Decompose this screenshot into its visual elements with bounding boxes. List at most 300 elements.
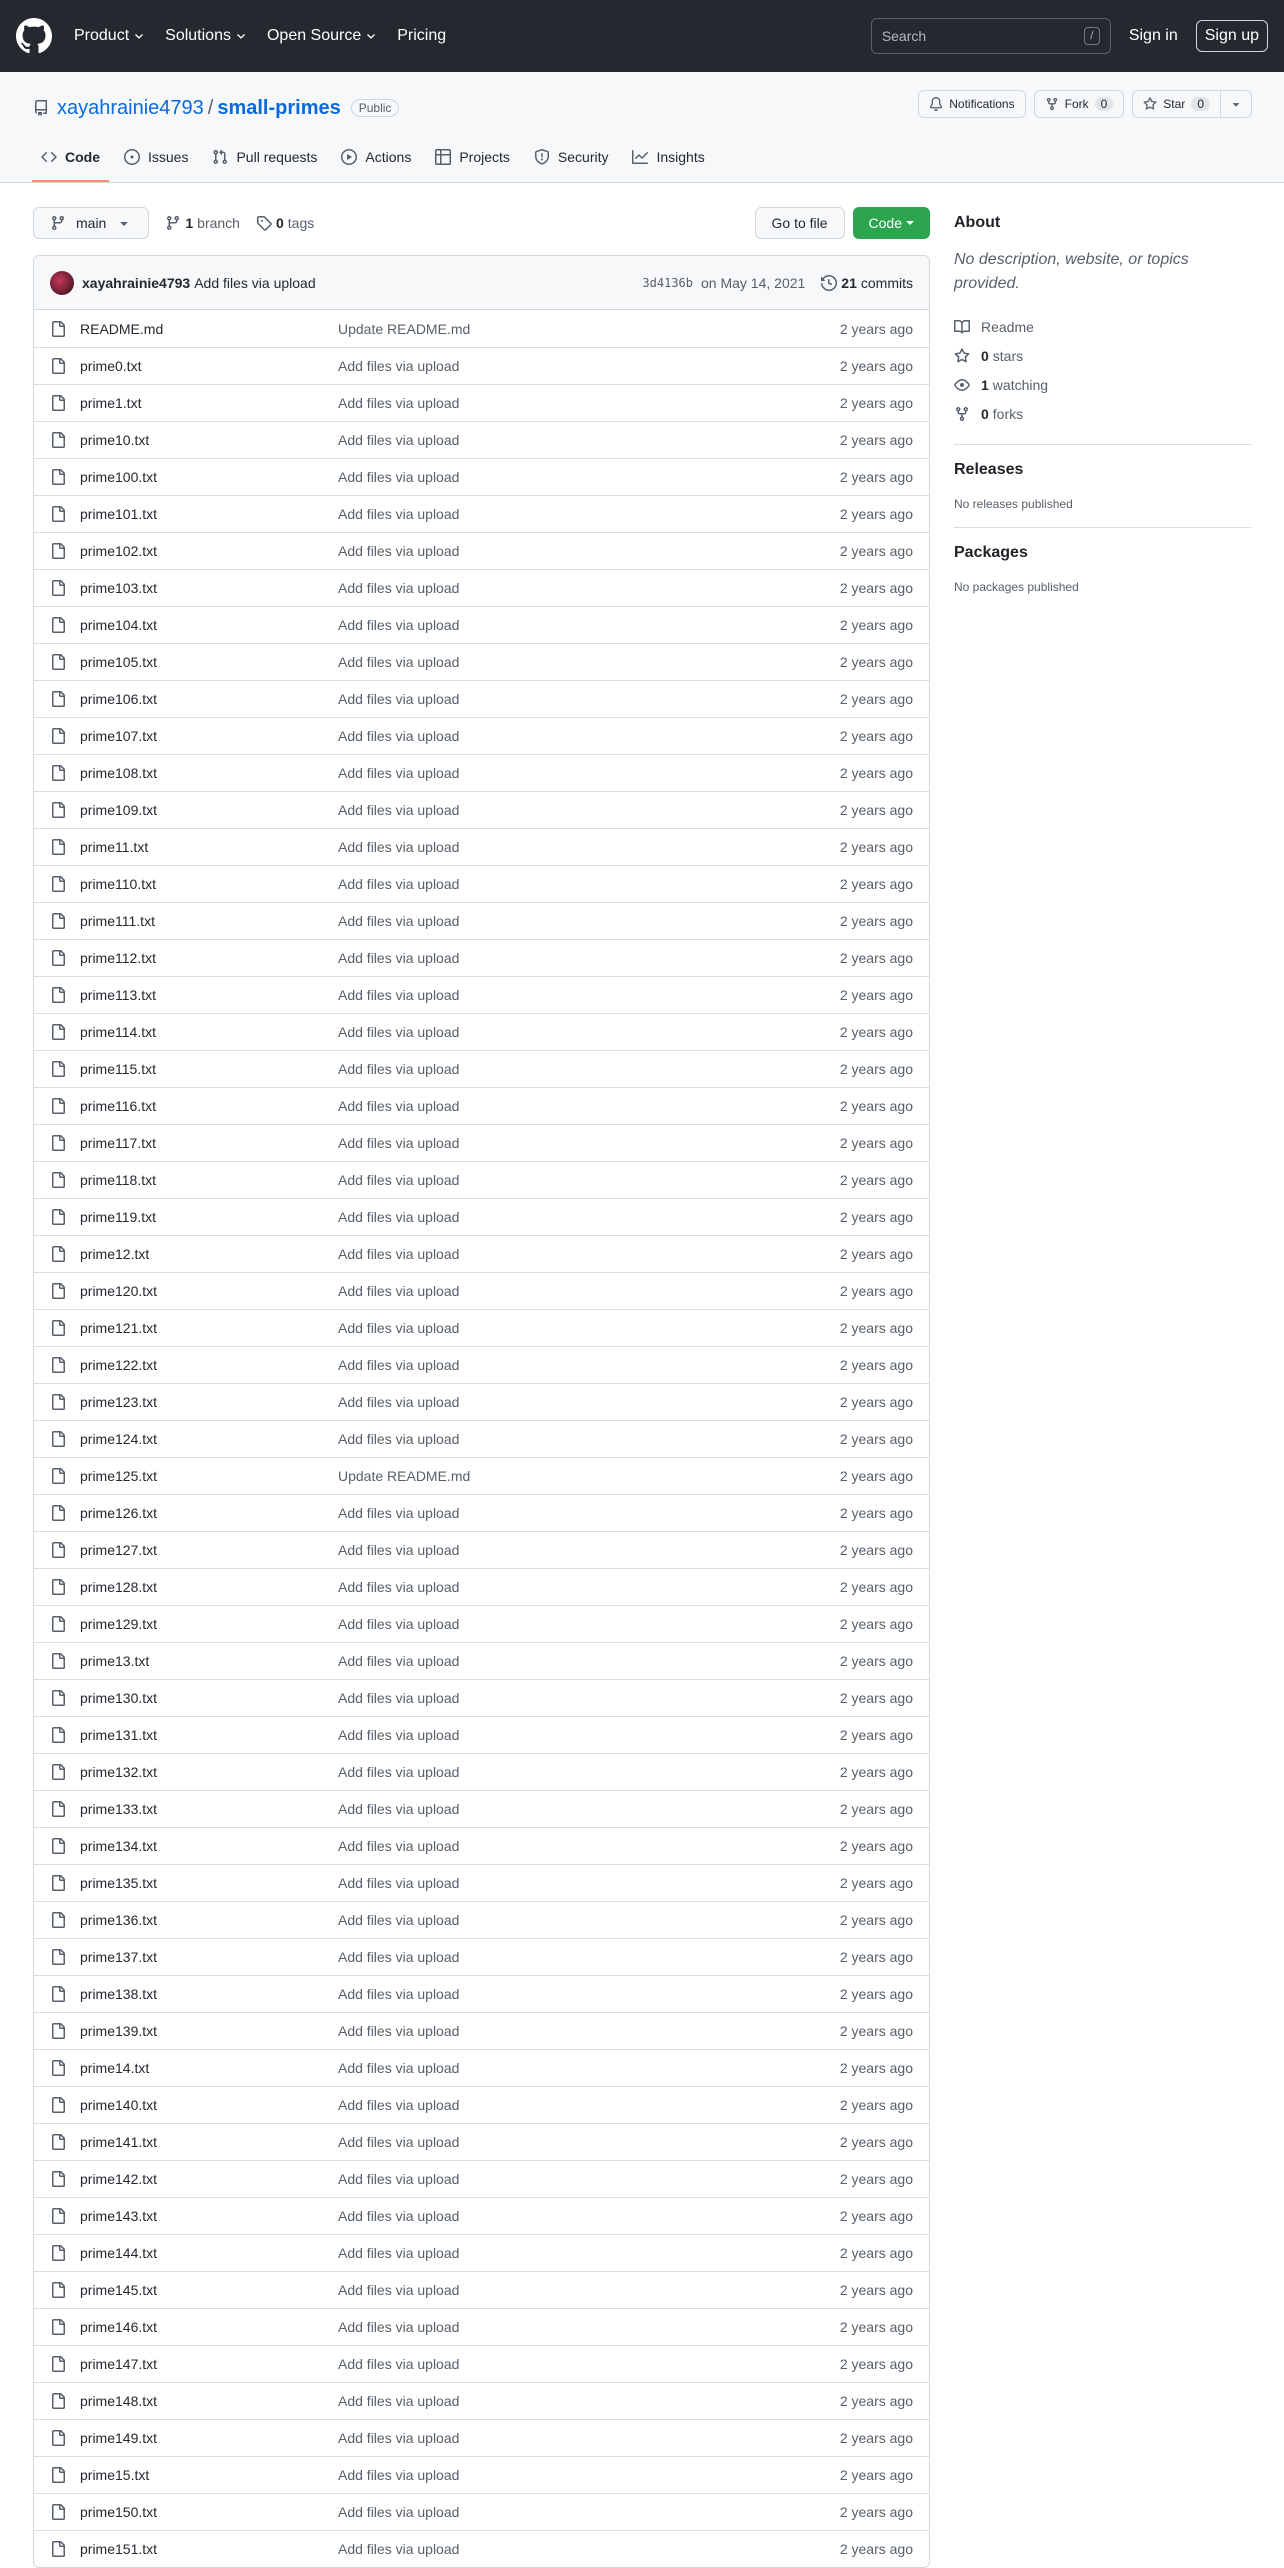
file-commit-message-link[interactable]: Add files via upload (338, 358, 460, 374)
file-name-link[interactable]: prime11.txt (80, 839, 149, 855)
table-row (34, 1050, 929, 1087)
file-commit-time: 2 years ago (839, 543, 913, 559)
file-icon (50, 2134, 66, 2150)
file-name-link[interactable]: prime10.txt (80, 432, 150, 448)
file-commit-message-link[interactable]: Add files via upload (338, 728, 460, 744)
packages-note: No packages published (954, 580, 1079, 594)
file-commit-message-link[interactable]: Add files via upload (338, 2319, 460, 2335)
files-column (33, 207, 930, 2568)
fork-button[interactable] (1034, 90, 1125, 118)
file-commit-time: 2 years ago (839, 1949, 913, 1965)
file-commit-time: 2 years ago (839, 2171, 913, 2187)
file-commit-message-link[interactable]: Add files via upload (338, 395, 460, 411)
file-commit-message-link[interactable]: Add files via upload (338, 2467, 460, 2483)
file-commit-message-link[interactable]: Add files via upload (338, 1320, 460, 1336)
file-name-link[interactable]: prime104.txt (80, 617, 158, 633)
file-name-link[interactable]: prime117.txt (80, 1135, 156, 1151)
file-commit-message-link[interactable]: Add files via upload (338, 506, 460, 522)
file-name-link[interactable]: prime145.txt (80, 2282, 158, 2298)
file-commit-message-link[interactable]: Add files via upload (338, 987, 460, 1003)
star-icon (954, 348, 970, 364)
file-commit-time: 2 years ago (839, 2023, 913, 2039)
notifications-button[interactable] (918, 90, 1025, 118)
star-count: 0 (1191, 97, 1210, 111)
file-name-link[interactable]: prime146.txt (80, 2319, 158, 2335)
file-commit-message-link[interactable]: Add files via upload (338, 654, 460, 670)
star-button-group (1132, 90, 1252, 118)
file-commit-message-link[interactable]: Add files via upload (338, 1616, 460, 1632)
file-commit-message-link[interactable]: Add files via upload (338, 1727, 460, 1743)
file-commit-message-link[interactable]: Add files via upload (338, 1505, 460, 1521)
file-commit-message-link[interactable]: Add files via upload (338, 1912, 460, 1928)
file-name-link[interactable]: prime118.txt (80, 1172, 156, 1188)
file-icon (50, 2356, 66, 2372)
repo-owner-link[interactable]: xayahrainie4793 (57, 96, 204, 119)
file-name-link[interactable]: prime13.txt (80, 1653, 150, 1669)
file-commit-message-link[interactable]: Add files via upload (338, 1986, 460, 2002)
stars-link[interactable] (954, 341, 1251, 370)
table-row (34, 1235, 929, 1272)
table-row (34, 2271, 929, 2308)
file-icon (50, 913, 66, 929)
file-name-link[interactable]: prime0.txt (80, 358, 142, 374)
commit-sha-link[interactable]: 3d4136b (642, 275, 693, 290)
file-icon (50, 1986, 66, 2002)
file-icon (50, 1542, 66, 1558)
file-icon (50, 1431, 66, 1447)
file-commit-time: 2 years ago (839, 2208, 913, 2224)
tab-pull-requests[interactable] (203, 132, 326, 182)
file-commit-message-link[interactable]: Add files via upload (338, 1838, 460, 1854)
file-commit-time: 2 years ago (839, 2467, 913, 2483)
file-icon (50, 2282, 66, 2298)
file-name-link[interactable]: prime12.txt (80, 1246, 150, 1262)
file-name-link[interactable]: prime139.txt (80, 2023, 158, 2039)
file-icon (50, 1838, 66, 1854)
file-commit-message-link[interactable]: Add files via upload (338, 1653, 460, 1669)
file-icon (50, 654, 66, 670)
file-name-link[interactable]: prime138.txt (80, 1986, 158, 2002)
file-name-link[interactable]: prime130.txt (80, 1690, 158, 1706)
file-icon (50, 2430, 66, 2446)
table-row (34, 1531, 929, 1568)
search-shortcut-key: / (1084, 27, 1100, 45)
file-commit-message-link[interactable]: Add files via upload (338, 2430, 460, 2446)
file-icon (50, 1246, 66, 1262)
table-row (34, 495, 929, 532)
file-commit-message-link[interactable]: Add files via upload (338, 1431, 460, 1447)
commit-date: on May 14, 2021 (701, 274, 806, 291)
file-commit-message-link[interactable]: Add files via upload (338, 432, 460, 448)
forks-label: forks (992, 405, 1024, 422)
file-icon (50, 1764, 66, 1780)
github-logo-icon[interactable] (16, 18, 52, 54)
file-name-link[interactable]: prime149.txt (80, 2430, 158, 2446)
file-name-link[interactable]: prime120.txt (80, 1283, 158, 1299)
file-commit-message-link[interactable]: Add files via upload (338, 2134, 460, 2150)
file-name-link[interactable]: prime131.txt (80, 1727, 158, 1743)
nav-open-source[interactable] (267, 27, 377, 45)
table-row (34, 2308, 929, 2345)
file-icon (50, 950, 66, 966)
file-name-link[interactable]: prime142.txt (80, 2171, 158, 2187)
avatar[interactable] (50, 271, 74, 295)
tab-issues[interactable] (115, 132, 197, 182)
file-icon (50, 1209, 66, 1225)
file-name-link[interactable]: prime140.txt (80, 2097, 158, 2113)
play-icon (341, 149, 357, 165)
readme-label: Readme (981, 318, 1034, 335)
file-icon (50, 321, 66, 337)
file-name-link[interactable]: prime101.txt (80, 506, 158, 522)
file-commit-message-link[interactable]: Add files via upload (338, 913, 460, 929)
table-row (34, 976, 929, 1013)
commit-author-link[interactable]: xayahrainie4793 (82, 274, 191, 291)
file-commit-message-link[interactable]: Add files via upload (338, 1098, 460, 1114)
file-commit-time: 2 years ago (839, 1135, 913, 1151)
chevron-down-icon (365, 30, 377, 42)
file-commit-message-link[interactable]: Add files via upload (338, 2171, 460, 2187)
file-icon (50, 1394, 66, 1410)
file-commit-message-link[interactable]: Add files via upload (338, 839, 460, 855)
file-name-link[interactable]: prime106.txt (80, 691, 158, 707)
file-commit-message-link[interactable]: Add files via upload (338, 1764, 460, 1780)
file-commit-time: 2 years ago (839, 1616, 913, 1632)
watching-link[interactable] (954, 370, 1251, 399)
file-name-link[interactable]: README.md (80, 320, 164, 337)
file-icon (50, 2319, 66, 2335)
file-commit-time: 2 years ago (839, 2541, 913, 2557)
notifications-label: Notifications (949, 97, 1015, 111)
file-icon (50, 2541, 66, 2557)
forks-link[interactable] (954, 399, 1251, 428)
file-commit-message-link[interactable]: Add files via upload (338, 2208, 460, 2224)
file-commit-message-link[interactable]: Add files via upload (338, 543, 460, 559)
file-commit-message-link[interactable]: Add files via upload (338, 1209, 460, 1225)
file-commit-message-link[interactable]: Add files via upload (338, 2504, 460, 2520)
nav-pricing[interactable] (397, 27, 446, 45)
file-name-link[interactable]: prime121.txt (80, 1320, 158, 1336)
file-name-link[interactable]: prime123.txt (80, 1394, 158, 1410)
file-name-link[interactable]: prime102.txt (80, 543, 158, 559)
releases-note: No releases published (954, 497, 1073, 511)
table-row (34, 791, 929, 828)
file-commit-message-link[interactable]: Add files via upload (338, 2541, 460, 2557)
file-commit-message-link[interactable]: Add files via upload (338, 1801, 460, 1817)
code-dropdown-button[interactable] (853, 207, 930, 239)
commits-history-link[interactable] (821, 275, 913, 291)
file-commit-message-link[interactable]: Add files via upload (338, 2097, 460, 2113)
table-row (34, 1161, 929, 1198)
nav-open-source-label: Open Source (266, 27, 362, 44)
about-description: No description, website, or topics provided. (954, 251, 1189, 292)
file-commit-time: 2 years ago (839, 2393, 913, 2409)
table-row (34, 384, 929, 421)
watching-count: 1 (981, 376, 989, 393)
file-commit-time: 2 years ago (839, 432, 913, 448)
file-commit-time: 2 years ago (839, 1579, 913, 1595)
tag-icon (256, 215, 272, 231)
file-commit-message-link[interactable]: Add files via upload (338, 580, 460, 596)
sidebar-divider (954, 444, 1251, 445)
file-name-link[interactable]: prime119.txt (80, 1209, 156, 1225)
watching-label: watching (992, 376, 1049, 393)
file-name-link[interactable]: prime1.txt (80, 395, 142, 411)
triangle-down-icon (1229, 97, 1243, 111)
nav-solutions[interactable] (165, 27, 247, 45)
commits-label: commits (860, 274, 913, 291)
tab-projects[interactable] (426, 132, 519, 182)
file-name-link[interactable]: prime141.txt (80, 2134, 158, 2150)
file-icon (50, 358, 66, 374)
file-commit-time: 2 years ago (839, 320, 913, 337)
file-commit-time: 2 years ago (839, 2060, 913, 2076)
stars-count: 0 (981, 347, 989, 364)
file-icon (50, 1616, 66, 1632)
file-name-link[interactable]: prime129.txt (80, 1616, 158, 1632)
file-commit-message-link[interactable]: Add files via upload (338, 2282, 460, 2298)
file-rows (34, 310, 929, 2567)
table-row (34, 902, 929, 939)
file-name-link[interactable]: prime147.txt (80, 2356, 158, 2372)
file-name-link[interactable]: prime109.txt (80, 802, 158, 818)
branches-link[interactable] (165, 215, 240, 231)
table-row (34, 939, 929, 976)
file-icon (50, 2208, 66, 2224)
bell-icon (929, 97, 943, 111)
tab-insights[interactable] (623, 132, 713, 182)
search-box[interactable] (871, 18, 1111, 54)
file-commit-time: 2 years ago (839, 1727, 913, 1743)
file-commit-message-link[interactable]: Add files via upload (338, 1357, 460, 1373)
file-commit-message-link[interactable]: Add files via upload (338, 1394, 460, 1410)
file-name-link[interactable]: prime126.txt (80, 1505, 158, 1521)
repo-name-link[interactable]: small-primes (217, 96, 341, 119)
branch-select-button[interactable] (33, 207, 149, 239)
go-to-file-button[interactable]: Go to file (755, 207, 845, 239)
file-commit-message-link[interactable]: Add files via upload (338, 1690, 460, 1706)
file-commit-message-link[interactable]: Add files via upload (338, 1875, 460, 1891)
history-icon (821, 275, 837, 291)
table-row (34, 347, 929, 384)
graph-icon (632, 149, 648, 165)
file-icon (50, 395, 66, 411)
file-commit-message-link[interactable]: Update README.md (338, 1468, 471, 1484)
file-name-link[interactable]: prime134.txt (80, 1838, 158, 1854)
triangle-down-icon (116, 215, 132, 231)
file-commit-message-link[interactable]: Add files via upload (338, 2023, 460, 2039)
file-name-link[interactable]: prime143.txt (80, 2208, 158, 2224)
table-row (34, 310, 929, 347)
file-name-link[interactable]: prime112.txt (80, 950, 156, 966)
file-name-link[interactable]: prime103.txt (80, 580, 158, 596)
file-commit-message-link[interactable]: Add files via upload (338, 876, 460, 892)
repo-tabs (32, 132, 720, 182)
file-name-link[interactable]: prime111.txt (80, 913, 155, 929)
file-commit-time: 2 years ago (839, 654, 913, 670)
file-commit-time: 2 years ago (839, 2282, 913, 2298)
file-commit-message-link[interactable]: Add files via upload (338, 1135, 460, 1151)
file-commit-time: 2 years ago (839, 506, 913, 522)
table-row (34, 606, 929, 643)
forks-count: 0 (981, 405, 989, 422)
table-row (34, 1383, 929, 1420)
file-commit-message-link[interactable]: Add files via upload (338, 1579, 460, 1595)
tags-link[interactable] (256, 215, 314, 231)
file-commit-message-link[interactable]: Add files via upload (338, 2060, 460, 2076)
file-name-link[interactable]: prime144.txt (80, 2245, 158, 2261)
global-nav (74, 27, 466, 45)
sign-up-button[interactable]: Sign up (1196, 20, 1268, 52)
tab-actions-label: Actions (365, 149, 412, 165)
table-row (34, 2197, 929, 2234)
file-commit-message-link[interactable]: Add files via upload (338, 765, 460, 781)
file-commit-message-link[interactable]: Update README.md (338, 320, 471, 337)
file-commit-time: 2 years ago (839, 2134, 913, 2150)
file-icon (50, 2504, 66, 2520)
file-name-link[interactable]: prime122.txt (80, 1357, 158, 1373)
file-name-link[interactable]: prime115.txt (80, 1061, 156, 1077)
file-icon (50, 2245, 66, 2261)
file-name-link[interactable]: prime105.txt (80, 654, 158, 670)
about-heading: About (954, 214, 1001, 231)
file-commit-message-link[interactable]: Add files via upload (338, 1246, 460, 1262)
file-name-link[interactable]: prime100.txt (80, 469, 158, 485)
releases-heading[interactable]: Releases (954, 461, 1024, 478)
file-name-link[interactable]: prime127.txt (80, 1542, 158, 1558)
file-commit-message-link[interactable]: Add files via upload (338, 2356, 460, 2372)
file-name-link[interactable]: prime114.txt (80, 1024, 156, 1040)
readme-link[interactable] (954, 312, 1251, 341)
file-commit-message-link[interactable]: Add files via upload (338, 2245, 460, 2261)
file-name-link[interactable]: prime128.txt (80, 1579, 158, 1595)
file-name-link[interactable]: prime135.txt (80, 1875, 158, 1891)
file-commit-message-link[interactable]: Add files via upload (338, 1283, 460, 1299)
commit-message-link[interactable]: Add files via upload (194, 274, 316, 291)
file-commit-message-link[interactable]: Add files via upload (338, 2393, 460, 2409)
tab-security[interactable] (525, 132, 618, 182)
file-name-link[interactable]: prime150.txt (80, 2504, 158, 2520)
file-commit-time: 2 years ago (839, 1320, 913, 1336)
file-name-link[interactable]: prime148.txt (80, 2393, 158, 2409)
nav-solutions-label: Solutions (165, 27, 231, 44)
file-commit-message-link[interactable]: Add files via upload (338, 1949, 460, 1965)
file-icon (50, 2467, 66, 2483)
file-commit-time: 2 years ago (839, 1024, 913, 1040)
file-commit-time: 2 years ago (839, 395, 913, 411)
file-icon (50, 2393, 66, 2409)
table-row (34, 1642, 929, 1679)
file-commit-time: 2 years ago (839, 2356, 913, 2372)
file-icon (50, 691, 66, 707)
table-row (34, 2345, 929, 2382)
table-row (34, 1457, 929, 1494)
nav-product[interactable] (74, 27, 145, 45)
file-commit-time: 2 years ago (839, 1690, 913, 1706)
sign-in-link[interactable]: Sign in (1128, 27, 1178, 44)
file-commit-time: 2 years ago (839, 1431, 913, 1447)
repo-sidebar (954, 207, 1251, 2568)
file-commit-time: 2 years ago (839, 1357, 913, 1373)
file-icon (50, 1098, 66, 1114)
file-icon (50, 1727, 66, 1743)
file-name-link[interactable]: prime133.txt (80, 1801, 158, 1817)
file-commit-message-link[interactable]: Add files via upload (338, 691, 460, 707)
table-row (34, 1494, 929, 1531)
file-icon (50, 1468, 66, 1484)
file-commit-message-link[interactable]: Add files via upload (338, 802, 460, 818)
file-commit-time: 2 years ago (839, 1505, 913, 1521)
issue-icon (124, 149, 140, 165)
file-commit-message-link[interactable]: Add files via upload (338, 1061, 460, 1077)
file-name-link[interactable]: prime15.txt (80, 2467, 150, 2483)
file-commit-time: 2 years ago (839, 580, 913, 596)
repo-main (0, 183, 1284, 2568)
table-row (34, 1827, 929, 1864)
file-name-link[interactable]: prime116.txt (80, 1098, 156, 1114)
file-name-link[interactable]: prime125.txt (80, 1468, 158, 1484)
file-name-link[interactable]: prime124.txt (80, 1431, 158, 1447)
file-commit-message-link[interactable]: Add files via upload (338, 1542, 460, 1558)
tab-security-label: Security (557, 149, 609, 165)
file-icon (50, 1912, 66, 1928)
file-commit-time: 2 years ago (839, 1209, 913, 1225)
packages-heading[interactable]: Packages (954, 544, 1028, 561)
file-name-link[interactable]: prime110.txt (80, 876, 156, 892)
star-dropdown-button[interactable] (1221, 90, 1252, 118)
file-icon (50, 617, 66, 633)
file-commit-message-link[interactable]: Add files via upload (338, 1172, 460, 1188)
file-icon (50, 1949, 66, 1965)
file-commit-time: 2 years ago (839, 1542, 913, 1558)
fork-count: 0 (1095, 97, 1114, 111)
repo-icon (33, 100, 49, 116)
file-name-link[interactable]: prime113.txt (80, 987, 156, 1003)
table-row (34, 2123, 929, 2160)
file-name-link[interactable]: prime132.txt (80, 1764, 158, 1780)
file-commit-message-link[interactable]: Add files via upload (338, 1024, 460, 1040)
file-name-link[interactable]: prime137.txt (80, 1949, 158, 1965)
branches-count: 1 (185, 215, 194, 231)
file-commit-message-link[interactable]: Add files via upload (338, 950, 460, 966)
table-row (34, 2234, 929, 2271)
eye-icon (954, 377, 970, 393)
table-row (34, 421, 929, 458)
repo-actions (910, 90, 1252, 118)
file-navigation (33, 207, 930, 239)
file-icon (50, 1875, 66, 1891)
table-row (34, 1901, 929, 1938)
search-input[interactable] (882, 28, 1084, 44)
table-row (34, 1864, 929, 1901)
file-commit-message-link[interactable]: Add files via upload (338, 469, 460, 485)
star-button[interactable] (1132, 90, 1221, 118)
file-name-link[interactable]: prime136.txt (80, 1912, 158, 1928)
tab-code[interactable] (32, 132, 109, 182)
commits-count: 21 (841, 274, 857, 291)
file-name-link[interactable]: prime14.txt (80, 2060, 150, 2076)
file-commit-time: 2 years ago (839, 2430, 913, 2446)
file-name-link[interactable]: prime108.txt (80, 765, 158, 781)
file-commit-message-link[interactable]: Add files via upload (338, 617, 460, 633)
table-row (34, 1605, 929, 1642)
file-name-link[interactable]: prime107.txt (80, 728, 158, 744)
file-icon (50, 802, 66, 818)
tab-actions[interactable] (332, 132, 420, 182)
file-name-link[interactable]: prime151.txt (80, 2541, 158, 2557)
file-commit-time: 2 years ago (839, 1912, 913, 1928)
code-button-label: Code (868, 215, 902, 231)
